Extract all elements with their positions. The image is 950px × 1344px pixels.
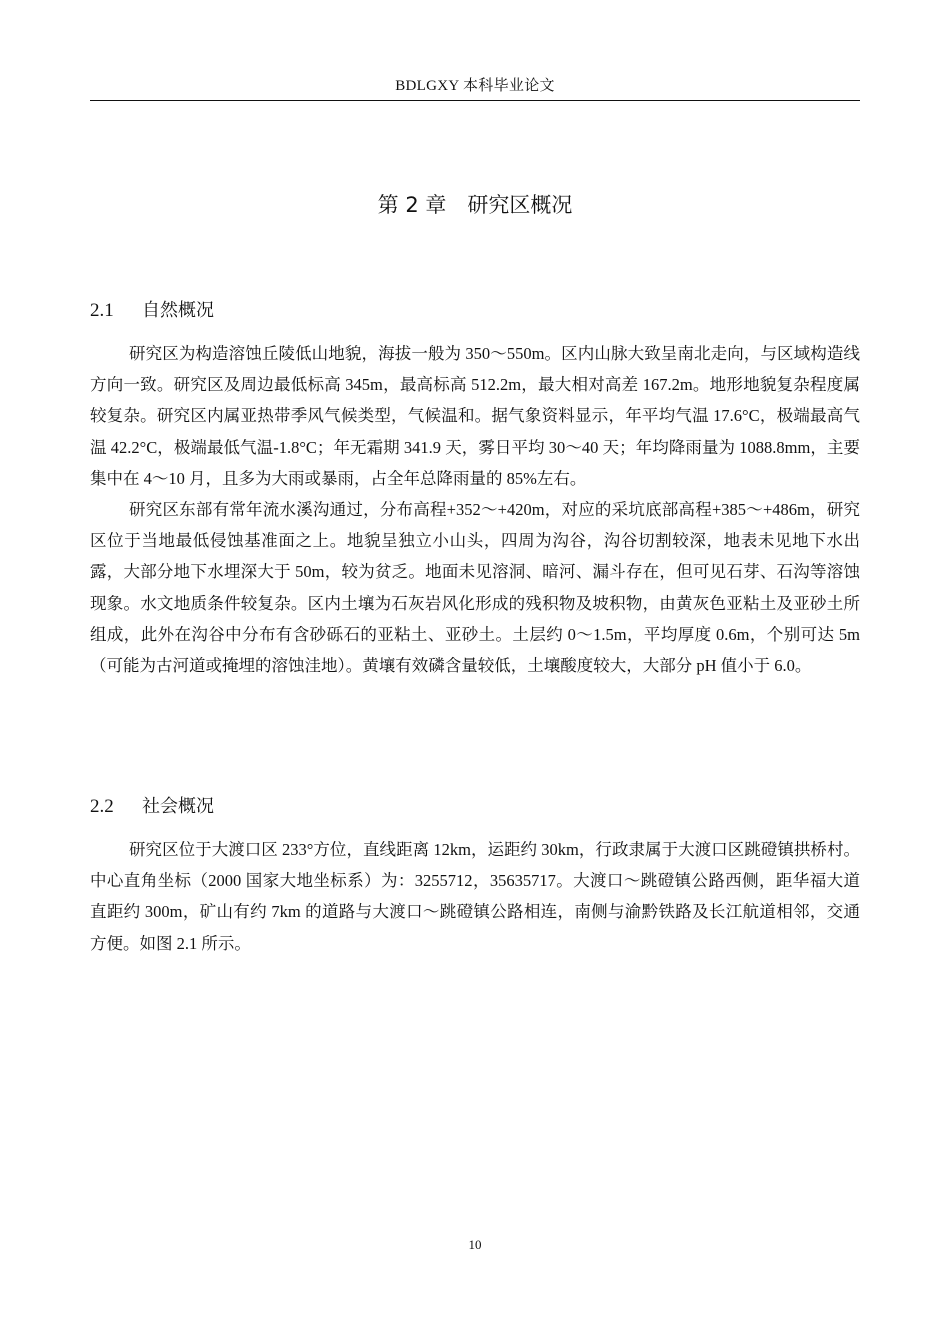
page-number: 10 <box>468 1237 482 1252</box>
body-paragraph: 研究区东部有常年流水溪沟通过，分布高程+352～+420m，对应的采坑底部高程+385～+486m，研究区位于当地最低侵蚀基准面之上。地貌呈独立小山头，四周为沟谷，沟谷切割较深，地表未见地下水出露，大部分地下水埋深大于 50m，较为贫乏。地面未见溶洞、暗河、漏斗存在，但可见石芽、石沟等溶蚀现象。水文地质条件较复杂。区内土壤为石灰岩风化形成的残积物及坡积物，由黄灰色亚粘土及亚砂土所组成，此外在沟谷中分布有含砂砾石的亚粘土、亚砂土。土层约 0～1.5m，平均厚度 0.6m，个别可达 5m（可能为古河道或掩埋的溶蚀洼地）。黄壤有效磷含量较低，土壤酸度较大，大部分 pH 值小于 6.0。 <box>90 500 860 676</box>
section-title: 自然概况 <box>142 300 214 321</box>
running-header: BDLGXY 本科毕业论文 <box>395 78 555 94</box>
section-heading <box>90 298 860 324</box>
section-title: 社会概况 <box>142 796 214 817</box>
chapter-title: 第 2 章 研究区概况 <box>377 193 573 217</box>
section-body <box>90 834 860 959</box>
section-number: 2.2 <box>90 796 114 817</box>
section-body <box>90 338 860 681</box>
section-heading <box>90 794 860 820</box>
section-natural-overview <box>90 298 860 681</box>
header-rule <box>90 100 860 101</box>
body-paragraph: 研究区位于大渡口区 233°方位，直线距离 12km，运距约 30km，行政隶属于大渡口区跳磴镇拱桥村。中心直角坐标（2000 国家大地坐标系）为：3255712，35635717。大渡口～跳磴镇公路西侧，距华福大道直距约 300m，矿山有约 7km 的道路与大渡口～跳磴镇公路相连，南侧与渝黔铁路及长江航道相邻，交通方便。如图 2.1 所示。 <box>90 840 860 953</box>
section-social-overview <box>90 794 860 959</box>
section-number: 2.1 <box>90 300 114 321</box>
body-paragraph: 研究区为构造溶蚀丘陵低山地貌，海拔一般为 350～550m。区内山脉大致呈南北走向，与区域构造线方向一致。研究区及周边最低标高 345m，最高标高 512.2m，最大相对高差 167.2m。地形地貌复杂程度属较复杂。研究区内属亚热带季风气候类型，气候温和。据气象资料显示，年平均气温 17.6°C，极端最高气温 42.2°C，极端最低气温-1.8°C；年无霜期 341.9 天，雾日平均 30～40 天；年均降雨量为 1088.8mm，主要集中在 4～10 月，且多为大雨或暴雨，占全年总降雨量的 85%左右。 <box>90 344 860 488</box>
